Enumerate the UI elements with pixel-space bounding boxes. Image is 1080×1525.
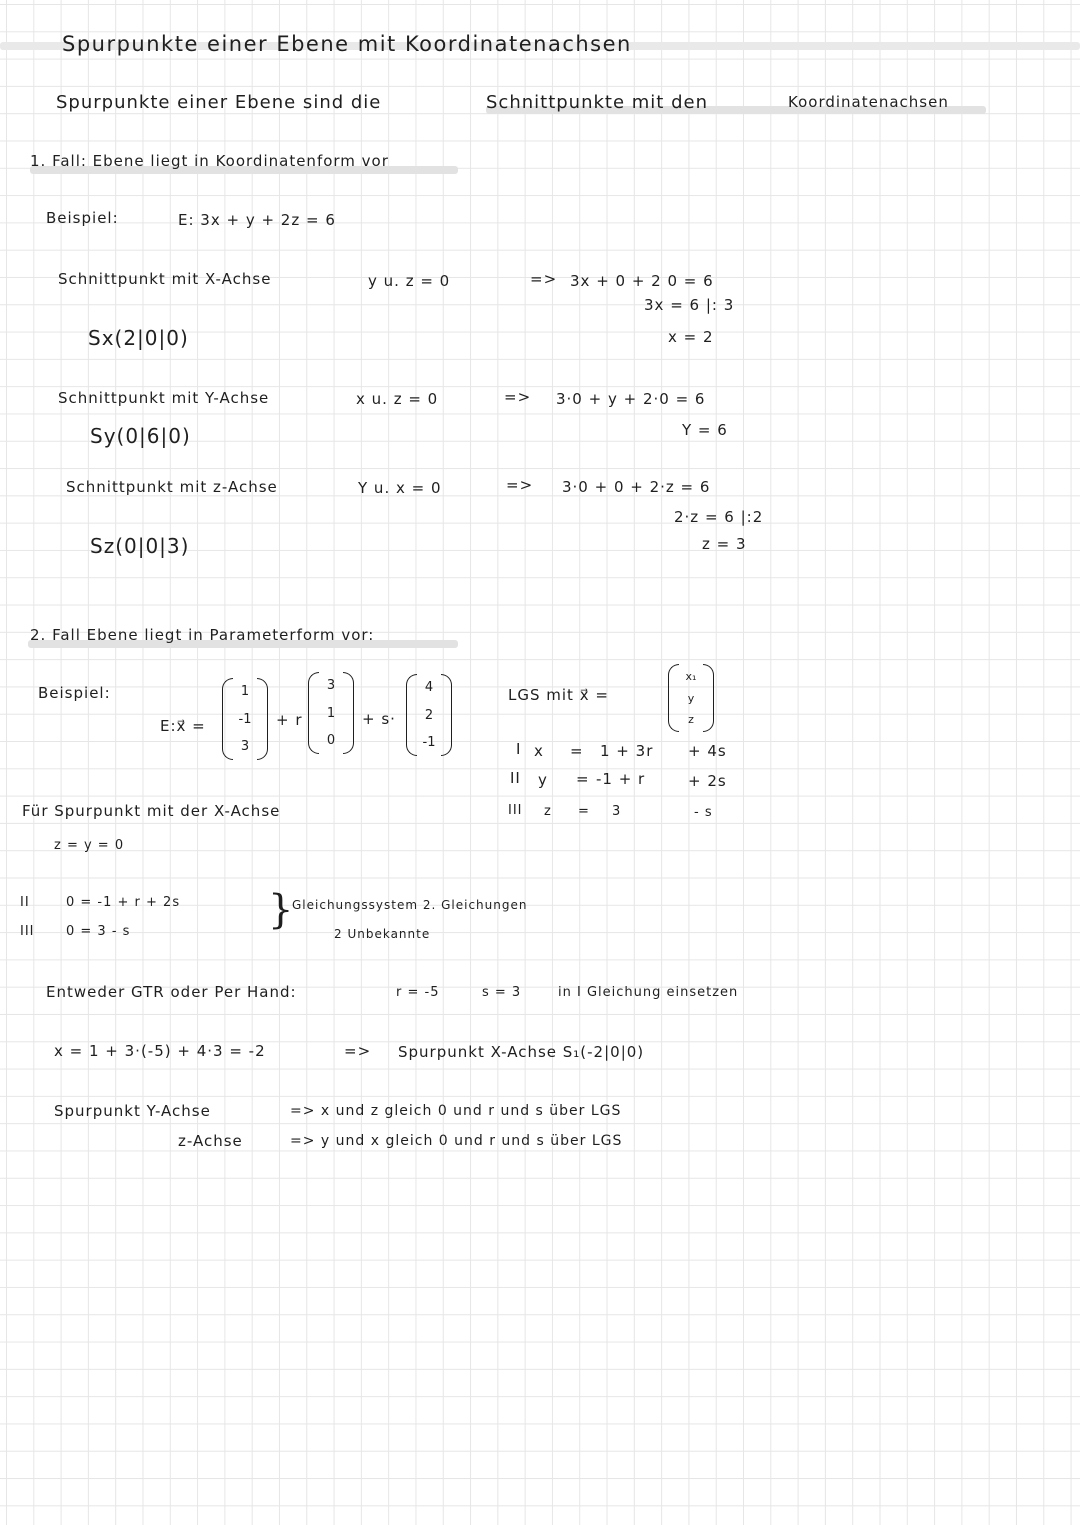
lgs-row-3-tail: - s (694, 805, 713, 820)
direction-vector-1 (320, 678, 342, 748)
y-note-label: Spurpunkt Y-Achse (54, 1102, 211, 1120)
lgs-row-2-num: II (510, 769, 521, 787)
x-calc-arrow: => (344, 1042, 372, 1060)
x-result: Spurpunkt X-Achse S₁(-2|0|0) (398, 1043, 645, 1061)
system-row-2-num: III (20, 924, 35, 939)
plane-prefix: E:x⃗ = (160, 717, 206, 735)
lgs-label: LGS mit x⃗ = (508, 686, 609, 704)
x-axis-heading-case2: Für Spurpunkt mit der X-Achse (22, 802, 281, 820)
case1-equation: E: 3x + y + 2z = 6 (178, 211, 336, 229)
direction-vector-2-3: -1 (422, 735, 436, 750)
solution-r: r = -5 (396, 985, 440, 1000)
definition-part2: Schnittpunkte mit den (486, 92, 708, 113)
direction-vector-2-2: 2 (424, 707, 434, 723)
solve-label: Entweder GTR oder Per Hand: (46, 983, 297, 1001)
lgs-row-2-rhs: -1 + r (596, 770, 646, 788)
x-axis-cond: y u. z = 0 (368, 272, 451, 290)
lgs-row-1-var: x (534, 742, 544, 760)
system-brace: } (268, 887, 294, 933)
z-axis-arrow: => (506, 476, 534, 494)
x-axis-line1: 3x + 0 + 2 0 = 6 (570, 272, 714, 290)
case1-heading: 1. Fall: Ebene liegt in Koordinatenform vor (30, 152, 389, 170)
support-vector-1: 1 (240, 684, 250, 699)
system-note-1: Gleichungssystem 2. Gleichungen (292, 898, 528, 912)
z-axis-cond: Y u. x = 0 (358, 479, 442, 497)
case1-example-label: Beispiel: (46, 209, 119, 227)
direction-vector-1-2: 1 (326, 705, 336, 721)
plus-s: + s· (362, 710, 396, 728)
z-axis-line2: 2·z = 6 |:2 (674, 508, 764, 526)
y-axis-arrow: => (504, 388, 532, 406)
z-note: => y und x gleich 0 und r und s über LGS (290, 1133, 623, 1149)
x-axis-arrow: => (530, 270, 558, 288)
support-vector (234, 684, 256, 754)
direction-vector-2 (418, 680, 440, 750)
definition-part1: Spurpunkte einer Ebene sind die (56, 92, 382, 113)
y-note: => x und z gleich 0 und r und s über LGS (290, 1103, 622, 1119)
x-axis-line2: 3x = 6 |: 3 (644, 296, 735, 314)
x-axis-point: Sx(2|0|0) (88, 326, 189, 350)
support-vector-2: -1 (238, 711, 252, 727)
lgs-vector (680, 670, 702, 726)
direction-vector-1-3: 0 (326, 733, 336, 748)
x-axis-label: Schnittpunkt mit X-Achse (58, 270, 272, 288)
insert-note: in I Gleichung einsetzen (558, 985, 739, 1000)
y-axis-label: Schnittpunkt mit Y-Achse (58, 389, 270, 407)
lgs-row-1-eq: = (570, 742, 584, 760)
lgs-row-2-tail: + 2s (688, 772, 727, 790)
system-row-2-eq: 0 = 3 - s (66, 924, 131, 939)
y-axis-line2: Y = 6 (682, 421, 728, 439)
system-row-1-num: II (20, 895, 30, 910)
lgs-row-3-eq: = (578, 804, 590, 819)
lgs-row-3-rhs: 3 (612, 804, 622, 819)
y-axis-point: Sy(0|6|0) (90, 424, 191, 448)
page-title: Spurpunkte einer Ebene mit Koordinatenachsen (62, 32, 632, 56)
x-axis-line3: x = 2 (668, 328, 714, 346)
lgs-row-1-rhs: 1 + 3r (600, 742, 654, 760)
x-axis-cond-case2: z = y = 0 (54, 838, 125, 853)
lgs-row-3-num: III (508, 803, 523, 818)
plus-r: + r (276, 711, 303, 729)
lgs-row-2-eq: = (576, 770, 590, 788)
lgs-vector-3: z (688, 713, 694, 726)
case2-example-label: Beispiel: (38, 684, 111, 702)
z-axis-line3: z = 3 (702, 535, 747, 553)
lgs-vector-1: x₁ (685, 670, 697, 683)
definition-part3: Koordinatenachsen (788, 93, 949, 111)
lgs-row-3-var: z (544, 804, 552, 819)
z-axis-point: Sz(0|0|3) (90, 534, 190, 558)
y-axis-cond: x u. z = 0 (356, 390, 439, 408)
x-calculation: x = 1 + 3·(-5) + 4·3 = -2 (54, 1042, 266, 1060)
z-axis-line1: 3·0 + 0 + 2·z = 6 (562, 478, 711, 496)
lgs-row-1-tail: + 4s (688, 742, 727, 760)
y-axis-line1: 3·0 + y + 2·0 = 6 (556, 390, 706, 408)
solution-s: s = 3 (482, 985, 522, 1000)
system-note-2: 2 Unbekannte (334, 927, 431, 941)
system-row-1-eq: 0 = -1 + r + 2s (66, 895, 181, 910)
support-vector-3: 3 (240, 739, 250, 754)
lgs-row-2-var: y (538, 771, 548, 789)
lgs-row-1-num: I (516, 740, 522, 758)
z-note-label: z-Achse (178, 1132, 243, 1150)
z-axis-label: Schnittpunkt mit z-Achse (66, 478, 278, 496)
direction-vector-1-1: 3 (326, 678, 336, 693)
direction-vector-2-1: 4 (424, 680, 434, 695)
lgs-vector-2: y (687, 691, 695, 705)
case2-heading: 2. Fall Ebene liegt in Parameterform vor: (30, 626, 375, 644)
